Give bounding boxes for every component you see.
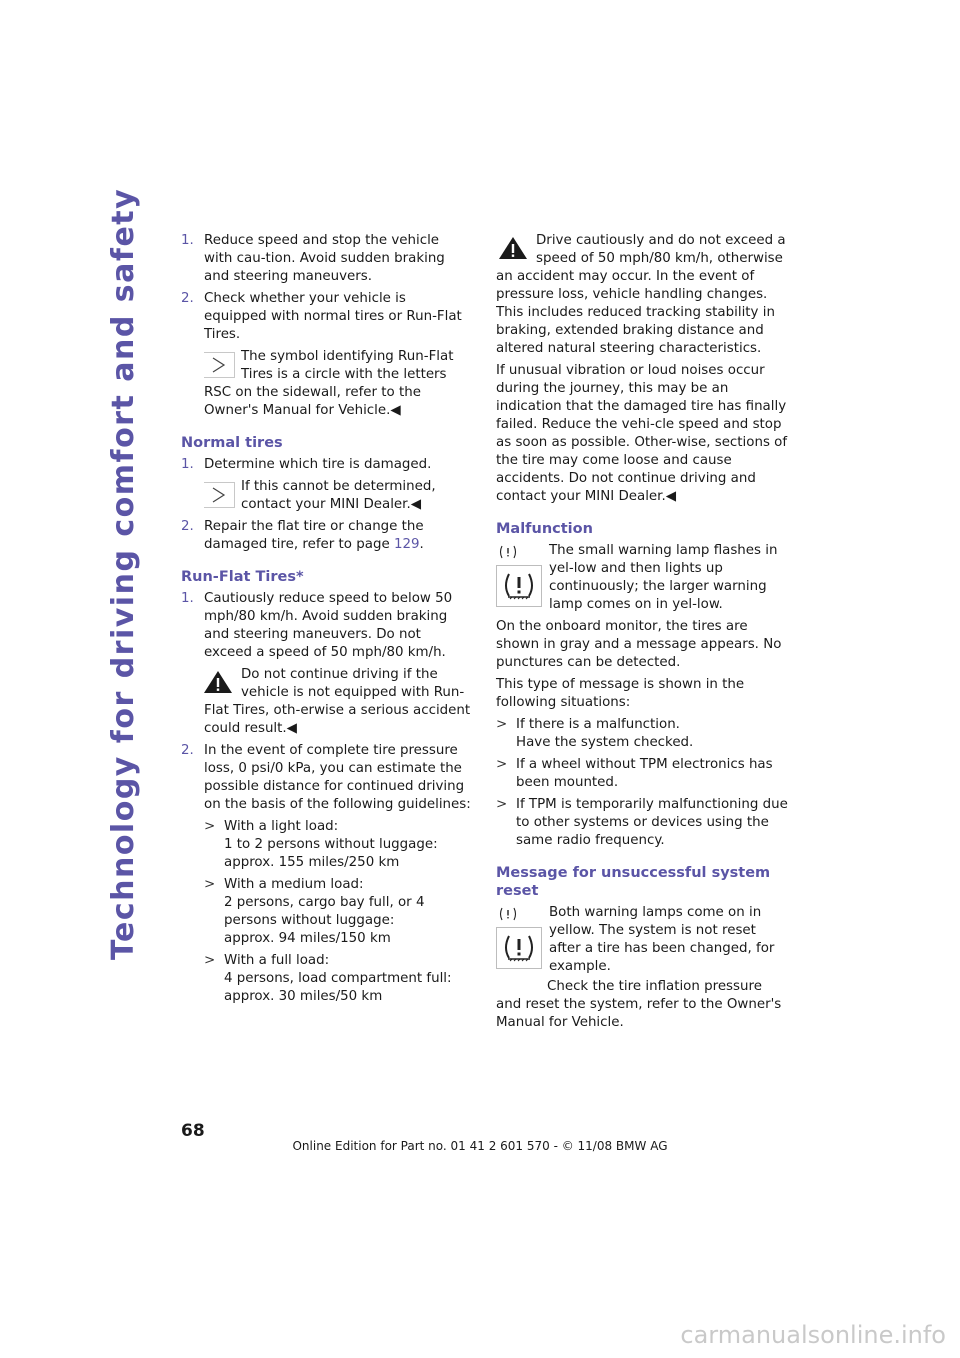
heading-reset-message: Message for unsuccessful system reset [496,865,771,899]
load-line: 1 to 2 persons without luggage: [224,837,438,852]
load-line: With a light load: [224,819,339,834]
heading-run-flat-tires: Run-Flat Tires* [181,569,304,585]
bullet-marker: > [496,717,508,732]
step-number: 2. [181,743,194,758]
small-tire-warning-lamp-icon [498,545,518,559]
runflat-warning [204,666,471,738]
load-text [224,818,471,872]
malfunction-lamps [496,542,788,614]
list-item [496,796,788,850]
load-item-full [204,952,471,1006]
step-text: Cautiously reduce speed to below 50 mph/80 km/h. Avoid sudden braking and steering maneuvers. Do not exceed a speed of 50 mph/80 km/h. [204,591,453,660]
malfunction-paragraph: This type of message is shown in the following situations: [496,677,745,710]
runflat-step-1 [181,590,471,662]
load-line: approx. 30 miles/50 km [224,989,383,1004]
list-line: Have the system checked. [516,735,694,750]
large-tire-warning-lamp-icon [496,927,542,969]
step-text: In the event of complete tire pressure loss, 0 psi/0 kPa, you can estimate the possible distance for continued driving on the basis of the following guidelines: [204,743,471,812]
step-number: 1. [181,457,194,472]
list-item [496,716,788,752]
step-number: 1. [181,233,194,248]
list-item-text: If TPM is temporarily malfunctioning due to other systems or devices using the same radio frequency. [516,797,788,848]
small-tire-warning-lamp-icon [498,907,518,921]
list-item [496,756,788,792]
list-line: If there is a malfunction. [516,717,680,732]
page-number: 68 [181,1121,205,1141]
footer-edition-note: Online Edition for Part no. 01 41 2 601 570 - © 11/08 BMW AG [292,1139,668,1153]
bullet-marker: > [204,953,216,968]
load-item-medium [204,876,471,948]
warning-text: Drive cautiously and do not exceed a speed of 50 mph/80 km/h, otherwise an accident may occur. In the event of pressure loss, vehicle handling changes. This includes reduced tracking stability in braking, extended braking distance and altered natural steering characteristics. [496,233,786,356]
malfunction-paragraph: On the onboard monitor, the tires are shown in gray and a message appears. No punctures can be detected. [496,619,782,670]
load-text [224,952,471,1006]
lamp-text: Both warning lamps come on in yellow. The system is not reset after a tire has been changed, for example. [549,905,775,974]
step-text: Determine which tire is damaged. [204,457,432,472]
step-text: Check whether your vehicle is equipped with normal tires or Run-Flat Tires. [204,291,462,342]
bullet-marker: > [496,757,508,772]
list-item-text: If a wheel without TPM electronics has been mounted. [516,757,773,790]
dealer-note [204,478,471,514]
note-arrow-icon [204,352,235,378]
step-number: 1. [181,591,194,606]
step-text [204,518,471,554]
list-item-text [516,716,788,752]
step-text-part: . [419,537,424,552]
step-text-part: Repair the flat tire or change the damaged tire, refer to page [204,519,424,552]
bullet-marker: > [204,877,216,892]
large-tire-warning-lamp-icon [496,565,542,607]
lamp-text: The small warning lamp flashes in yel-low and then lights up continuously; the larger warning lamp comes on in yel-low. [549,543,778,612]
note-text: If this cannot be determined, contact your MINI Dealer.◀ [241,479,436,512]
load-line: With a full load: [224,953,330,968]
step-number: 2. [181,519,194,534]
load-item-light [204,818,471,872]
load-line: 4 persons, load compartment full: [224,971,452,986]
heading-normal-tires: Normal tires [181,435,283,451]
normal-step-2 [181,518,471,554]
step-2 [181,290,471,344]
load-text [224,876,471,948]
heading-malfunction: Malfunction [496,521,593,537]
page-link[interactable]: 129 [393,537,420,552]
watermark: carmanualsonline.info [680,1321,946,1349]
runflat-step-2 [181,742,471,814]
side-section-title: Technology for driving comfort and safety [106,187,141,960]
warning-text: Do not continue driving if the vehicle is not equipped with Run-Flat Tires, oth-erwise a serious accident could result.◀ [204,667,471,736]
malfunction-list [496,716,788,850]
load-line: approx. 155 miles/250 km [224,855,400,870]
note-arrow-icon [204,482,235,508]
warning-triangle-icon [204,668,235,696]
load-line: approx. 94 miles/150 km [224,931,391,946]
step-1 [181,232,471,286]
normal-step-1 [181,456,471,474]
step-text: Reduce speed and stop the vehicle with cau-tion. Avoid sudden braking and steering maneuvers. [204,233,445,284]
rsc-note [204,348,471,420]
warning-triangle-icon [496,234,530,262]
warning-lamps [496,542,544,607]
reset-lamps [496,904,788,976]
step-number: 2. [181,291,194,306]
reset-paragraph [496,978,788,1032]
load-list [204,818,471,1006]
note-text: The symbol identifying Run-Flat Tires is a circle with the letters RSC on the sidewall, refer to the Owner's Manual for Vehicle.◀ [204,349,454,418]
reset-text: Check the tire inflation pressure and reset the system, refer to the Owner's Manual for Vehicle. [496,979,782,1030]
right-column [496,232,788,1036]
load-line: With a medium load: [224,877,364,892]
warning-text-continued: If unusual vibration or loud noises occur during the journey, this may be an indication that the damaged tire has finally failed. Reduce the vehi-cle speed and stop as soon as possible. Other-wise, sections of the tire may come loose and cause accidents. Do not continue driving and contact your MINI Dealer.◀ [496,363,788,504]
pressure-warning [496,232,788,358]
left-column [181,232,471,1010]
bullet-marker: > [204,819,216,834]
load-line: 2 persons, cargo bay full, or 4 persons without luggage: [224,895,425,928]
warning-lamps [496,904,544,969]
bullet-marker: > [496,797,508,812]
